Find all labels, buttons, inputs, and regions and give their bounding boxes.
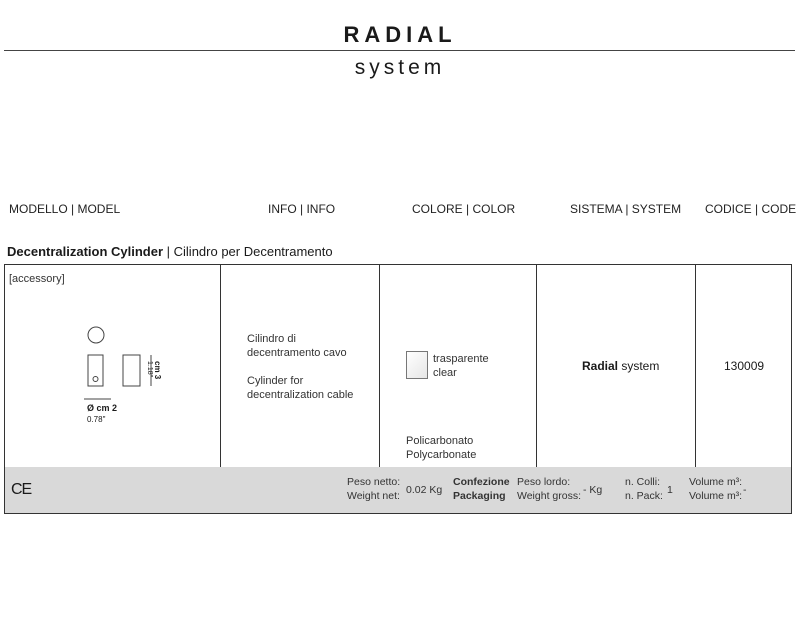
- info-en-line1: Cylinder for: [247, 375, 304, 387]
- brand-subtitle: system: [354, 56, 446, 79]
- packaging-labels: [453, 475, 510, 503]
- header-info: INFO | INFO: [268, 202, 336, 216]
- gross-weight-value: - Kg: [583, 484, 603, 496]
- net-weight-labels: [347, 475, 400, 503]
- info-italian: [247, 332, 347, 360]
- material-it: Policarbonato: [406, 435, 474, 447]
- color-swatch-clear: [406, 351, 428, 379]
- header-code: CODICE | CODE: [705, 202, 797, 216]
- system-name: [582, 359, 659, 373]
- height-label: cm 3: [153, 361, 162, 380]
- brand-name: RADIAL: [343, 22, 457, 47]
- accessory-tag: [accessory]: [9, 273, 65, 285]
- gross-weight-labels: [517, 475, 581, 503]
- header-system: SISTEMA | SYSTEM: [570, 202, 682, 216]
- gross-weight-it: Peso lordo:: [517, 476, 571, 488]
- diameter-label: Ø cm 2: [87, 403, 118, 413]
- packaging-en: Packaging: [453, 490, 506, 502]
- volume-labels: [689, 475, 742, 503]
- brand-divider: [4, 50, 795, 51]
- header-color: COLORE | COLOR: [412, 202, 516, 216]
- side-view-rect: [123, 355, 140, 386]
- net-weight-value: 0.02 Kg: [406, 484, 443, 496]
- gross-weight-en: Weight gross:: [517, 490, 581, 502]
- pack-labels: [625, 475, 663, 503]
- system-name-rest: system: [618, 359, 660, 373]
- color-label: [433, 352, 489, 380]
- column-divider: [379, 265, 380, 467]
- material-en: Polycarbonate: [406, 449, 477, 461]
- info-it-line1: Cilindro di: [247, 333, 296, 345]
- pack-en: n. Pack:: [625, 490, 663, 502]
- column-divider: [536, 265, 537, 467]
- color-it: trasparente: [433, 353, 489, 365]
- volume-value: -: [743, 484, 747, 496]
- ce-mark: CE: [11, 481, 32, 498]
- diameter-inches: 0.78": [87, 415, 106, 424]
- net-weight-it: Peso netto:: [347, 476, 401, 488]
- product-table: [4, 264, 792, 514]
- product-name-en: Decentralization Cylinder: [7, 244, 164, 259]
- colli-it: n. Colli:: [625, 476, 661, 488]
- height-inches: 1.18": [146, 361, 153, 378]
- net-weight-en: Weight net:: [347, 490, 400, 502]
- product-name-it: | Cilindro per Decentramento: [163, 244, 333, 259]
- color-en: clear: [433, 367, 457, 379]
- volume-it: Volume m³:: [689, 476, 743, 488]
- packaging-it: Confezione: [453, 476, 510, 488]
- column-divider: [220, 265, 221, 467]
- product-title: [7, 244, 333, 259]
- hole-circle: [93, 377, 98, 382]
- product-code: 130009: [724, 359, 765, 373]
- pack-value: 1: [667, 484, 673, 496]
- info-english: [247, 374, 353, 402]
- info-it-line2: decentramento cavo: [247, 347, 347, 359]
- packaging-footer: [5, 467, 791, 513]
- material-label: [406, 434, 476, 462]
- info-en-line2: decentralization cable: [247, 389, 354, 401]
- header-model: MODELLO | MODEL: [9, 202, 121, 216]
- column-divider: [695, 265, 696, 467]
- top-view-circle: [88, 327, 104, 343]
- system-name-bold: Radial: [582, 359, 619, 373]
- volume-en: Volume m³:: [689, 490, 743, 502]
